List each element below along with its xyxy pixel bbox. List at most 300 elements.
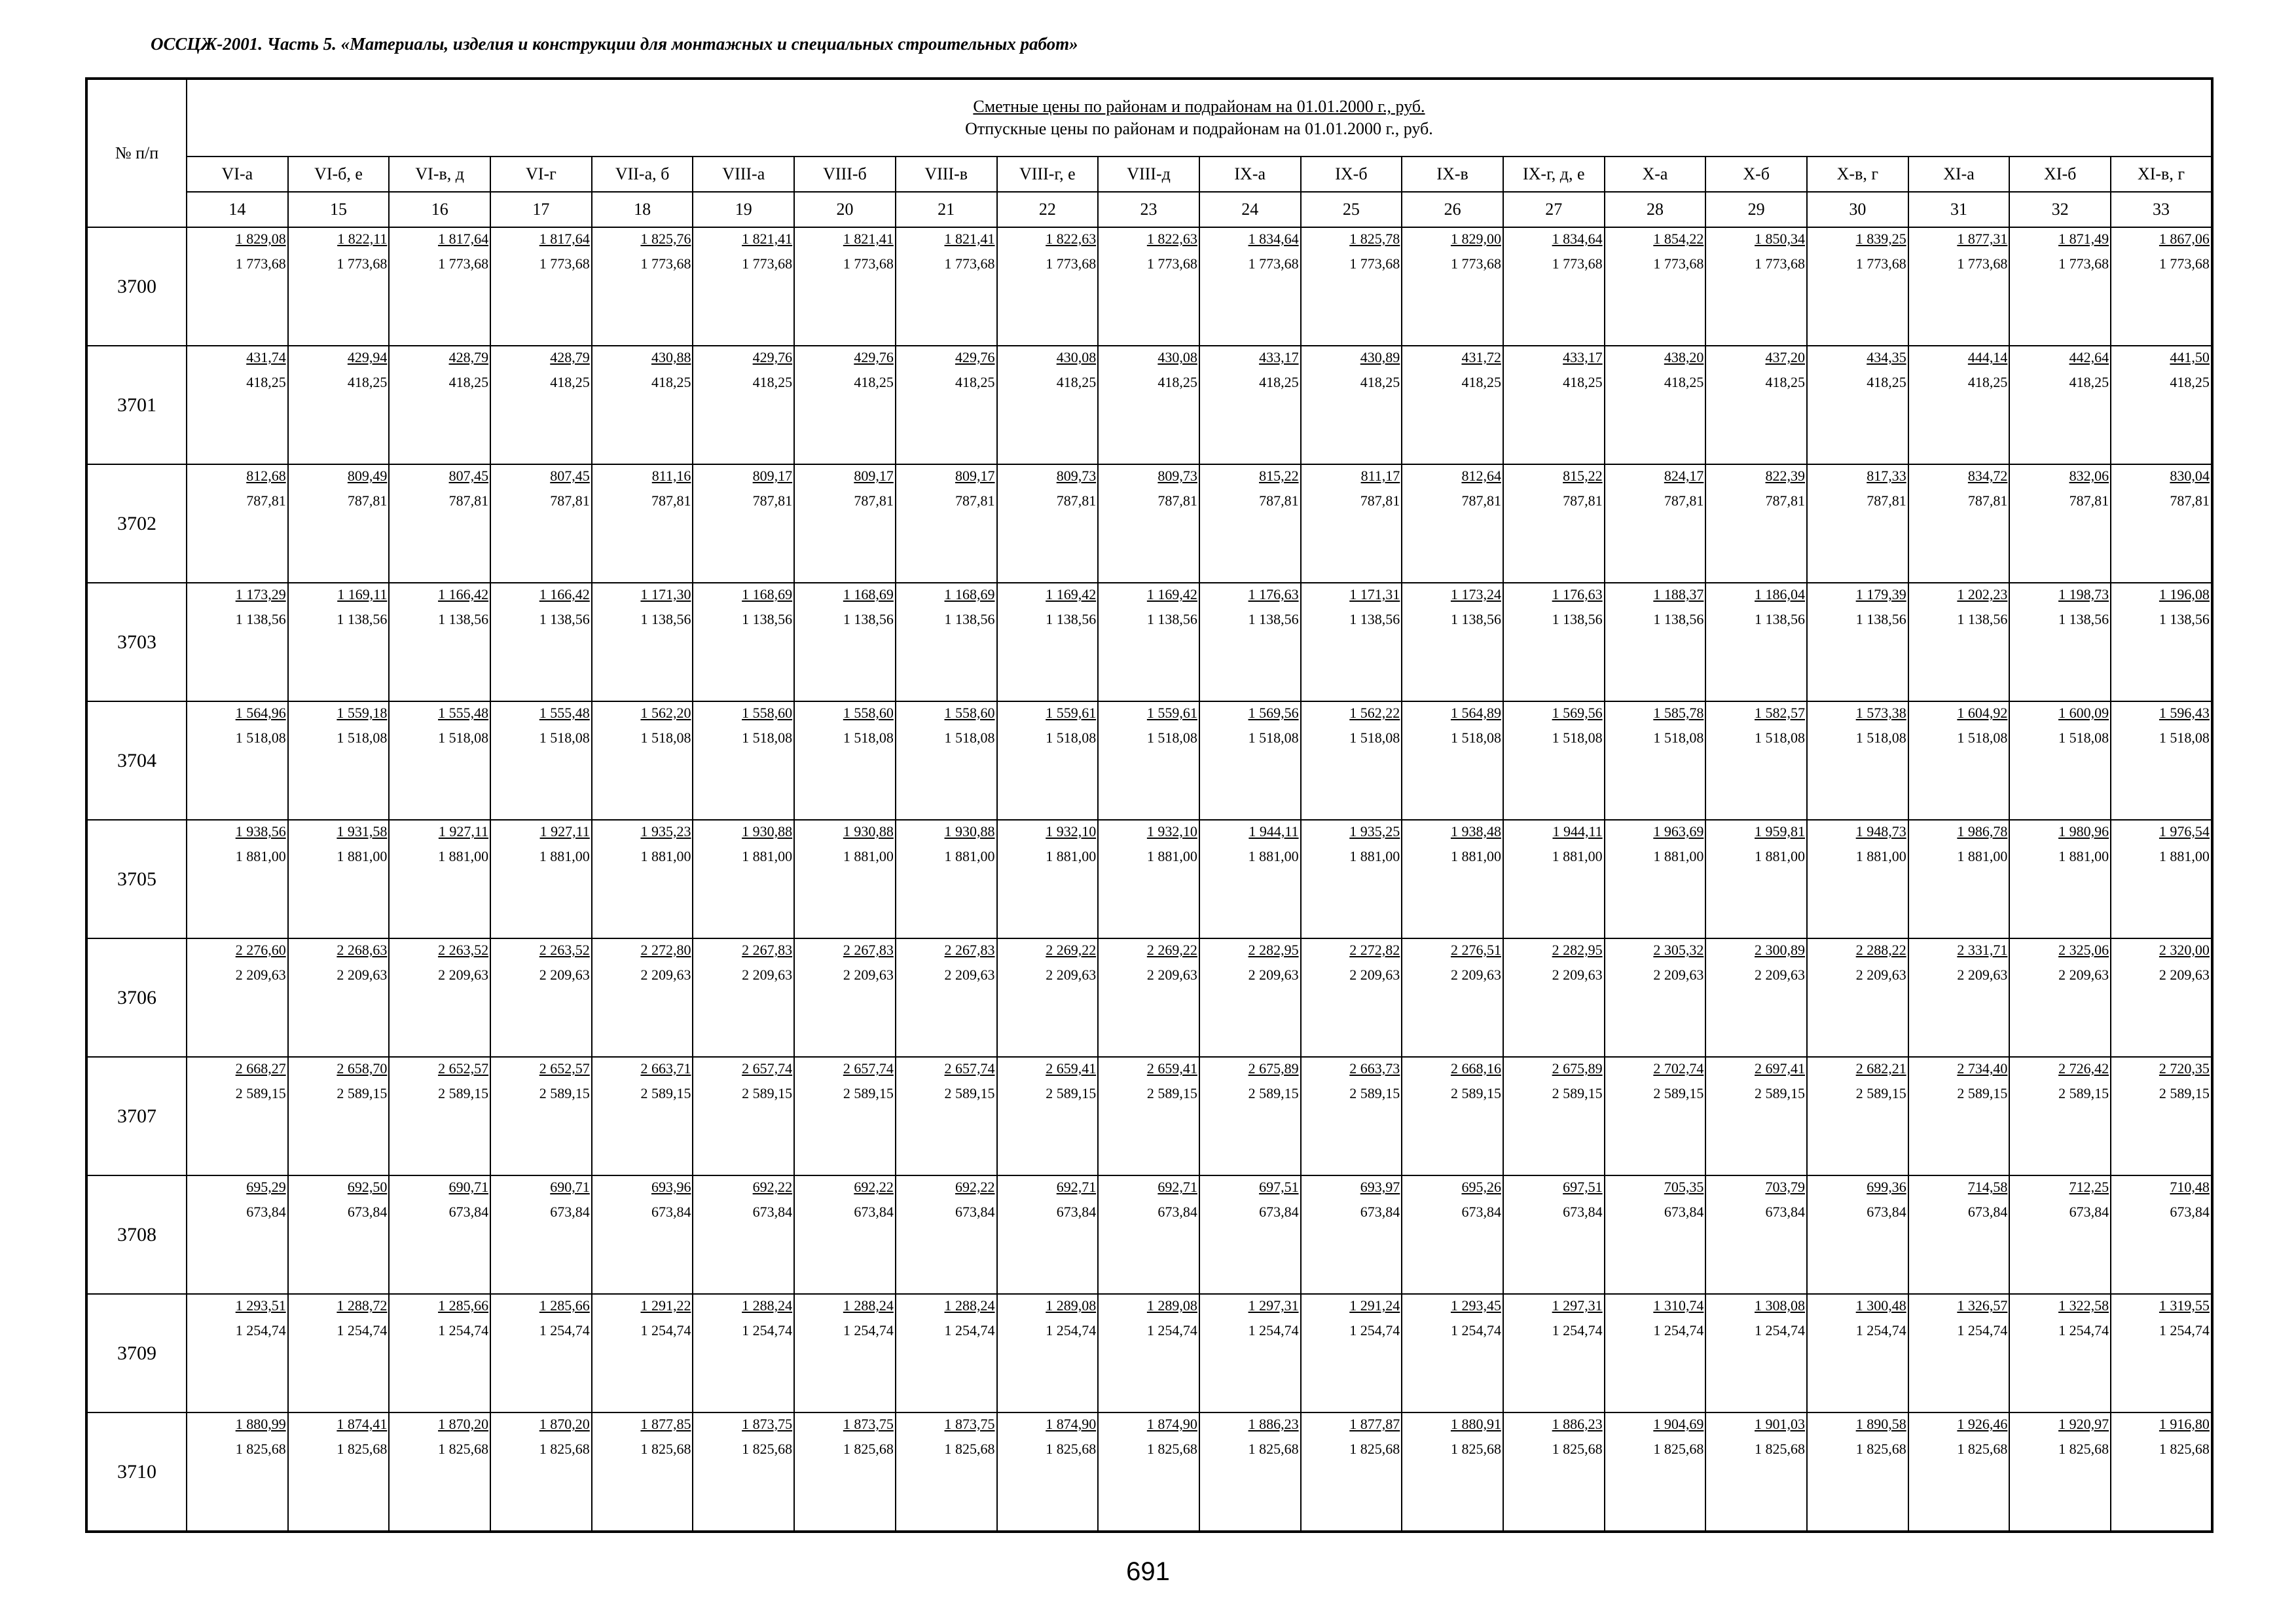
release-price: 1 825,68 <box>438 1441 489 1457</box>
price-cell <box>2009 583 2111 701</box>
region-header: IX-в <box>1402 157 1503 192</box>
price-table <box>85 77 2214 1533</box>
region-header: VII-а, б <box>592 157 693 192</box>
item-code: 3710 <box>86 1412 187 1532</box>
estimate-price: 1 980,96 <box>2058 823 2109 840</box>
estimate-price: 712,25 <box>2069 1179 2109 1195</box>
price-cell <box>2111 1057 2212 1175</box>
estimate-price: 1 874,41 <box>337 1416 388 1432</box>
price-cell <box>490 1175 592 1294</box>
price-cell <box>1503 820 1605 938</box>
estimate-price: 710,48 <box>2170 1179 2210 1195</box>
price-cell <box>490 1412 592 1532</box>
column-number: 20 <box>794 192 896 227</box>
release-price: 1 518,08 <box>1653 729 1704 746</box>
release-price: 1 138,56 <box>640 611 691 627</box>
estimate-price: 2 682,21 <box>1855 1060 1906 1077</box>
price-cell <box>1705 583 1807 701</box>
estimate-price: 2 272,82 <box>1349 942 1400 958</box>
estimate-price: 1 196,08 <box>2159 586 2210 602</box>
estimate-price: 1 932,10 <box>1146 823 1197 840</box>
estimate-price: 428,79 <box>448 349 489 365</box>
release-price: 1 881,00 <box>1755 848 1805 864</box>
price-cell <box>693 1175 794 1294</box>
release-price: 1 773,68 <box>1450 255 1501 272</box>
release-price: 787,81 <box>347 492 388 509</box>
price-cell <box>997 346 1099 464</box>
estimate-price: 1 297,31 <box>1248 1297 1299 1314</box>
price-cell <box>2111 1175 2212 1294</box>
item-code: 3704 <box>86 701 187 820</box>
estimate-price: 1 176,63 <box>1248 586 1299 602</box>
price-cell <box>1908 464 2010 583</box>
release-price: 2 589,15 <box>843 1085 894 1101</box>
release-price: 1 518,08 <box>1450 729 1501 746</box>
estimate-price: 1 558,60 <box>944 705 995 721</box>
estimate-price: 2 652,57 <box>539 1060 590 1077</box>
price-cell <box>794 346 896 464</box>
release-price: 673,84 <box>651 1204 691 1220</box>
price-cell <box>1705 1057 1807 1175</box>
estimate-price: 429,94 <box>347 349 388 365</box>
price-cell <box>288 820 390 938</box>
estimate-price: 697,51 <box>1259 1179 1299 1195</box>
release-price: 1 825,68 <box>1349 1441 1400 1457</box>
estimate-price: 2 657,74 <box>843 1060 894 1077</box>
price-cell <box>1199 1175 1301 1294</box>
price-cell <box>1503 938 1605 1057</box>
column-number: 30 <box>1807 192 1908 227</box>
price-cell <box>1908 1294 2010 1412</box>
price-cell <box>1199 1412 1301 1532</box>
release-price: 1 881,00 <box>1248 848 1299 864</box>
price-cell <box>1098 464 1199 583</box>
price-cell <box>592 1175 693 1294</box>
estimate-price: 1 564,89 <box>1450 705 1501 721</box>
release-price: 1 138,56 <box>742 611 793 627</box>
release-price: 1 881,00 <box>2159 848 2210 864</box>
price-cell <box>1402 1057 1503 1175</box>
price-cell <box>187 820 288 938</box>
column-number: 19 <box>693 192 794 227</box>
estimate-price: 2 276,51 <box>1450 942 1501 958</box>
release-price: 1 773,68 <box>1653 255 1704 272</box>
estimate-price: 1 176,63 <box>1552 586 1603 602</box>
release-price: 2 589,15 <box>2058 1085 2109 1101</box>
estimate-price: 1 293,45 <box>1450 1297 1501 1314</box>
release-price: 1 825,68 <box>944 1441 995 1457</box>
table-row <box>86 938 2212 1057</box>
release-price: 1 825,68 <box>843 1441 894 1457</box>
estimate-price: 2 657,74 <box>944 1060 995 1077</box>
price-cell <box>187 346 288 464</box>
estimate-price: 2 267,83 <box>843 942 894 958</box>
table-row <box>86 1057 2212 1175</box>
price-cell <box>1402 820 1503 938</box>
price-cell <box>794 1175 896 1294</box>
price-cell <box>1098 701 1199 820</box>
release-price: 787,81 <box>2170 492 2210 509</box>
region-header: VI-б, е <box>288 157 390 192</box>
estimate-price: 1 559,18 <box>337 705 388 721</box>
release-price: 1 138,56 <box>1349 611 1400 627</box>
release-price: 1 773,68 <box>640 255 691 272</box>
release-price: 1 518,08 <box>843 729 894 746</box>
estimate-price: 1 829,00 <box>1450 231 1501 247</box>
release-price: 673,84 <box>1157 1204 1197 1220</box>
column-number: 22 <box>997 192 1099 227</box>
release-price: 2 589,15 <box>1248 1085 1299 1101</box>
release-price: 418,25 <box>1360 374 1400 390</box>
release-price: 2 589,15 <box>438 1085 489 1101</box>
price-cell <box>490 938 592 1057</box>
estimate-price: 1 938,48 <box>1450 823 1501 840</box>
release-price: 2 209,63 <box>1248 967 1299 983</box>
estimate-price: 1 821,41 <box>843 231 894 247</box>
release-price: 2 589,15 <box>742 1085 793 1101</box>
price-cell <box>490 464 592 583</box>
release-price: 1 138,56 <box>1248 611 1299 627</box>
estimate-price: 1 871,49 <box>2058 231 2109 247</box>
price-cell <box>1199 1057 1301 1175</box>
release-price: 1 518,08 <box>1957 729 2008 746</box>
estimate-price: 2 267,83 <box>944 942 995 958</box>
release-price: 418,25 <box>752 374 793 390</box>
estimate-price: 697,51 <box>1563 1179 1603 1195</box>
estimate-price: 429,76 <box>854 349 894 365</box>
release-price: 2 209,63 <box>843 967 894 983</box>
price-cell <box>1098 1412 1199 1532</box>
release-price: 1 881,00 <box>843 848 894 864</box>
price-cell <box>2009 1057 2111 1175</box>
release-price: 1 881,00 <box>337 848 388 864</box>
table-caption <box>187 79 2212 157</box>
release-price: 673,84 <box>1259 1204 1299 1220</box>
estimate-price: 812,68 <box>246 468 286 484</box>
estimate-price: 1 877,85 <box>640 1416 691 1432</box>
price-cell <box>592 227 693 346</box>
price-cell <box>1098 227 1199 346</box>
release-price: 2 209,63 <box>2159 967 2210 983</box>
release-price: 2 209,63 <box>1046 967 1097 983</box>
price-cell <box>288 1175 390 1294</box>
estimate-price: 1 825,76 <box>640 231 691 247</box>
estimate-price: 695,26 <box>1461 1179 1501 1195</box>
estimate-price: 1 976,54 <box>2159 823 2210 840</box>
price-cell <box>592 938 693 1057</box>
release-price: 1 881,00 <box>742 848 793 864</box>
item-code: 3707 <box>86 1057 187 1175</box>
estimate-price: 699,36 <box>1867 1179 1906 1195</box>
release-price: 1 254,74 <box>438 1322 489 1338</box>
estimate-price: 2 652,57 <box>438 1060 489 1077</box>
estimate-price: 1 839,25 <box>1855 231 1906 247</box>
release-price: 1 773,68 <box>1349 255 1400 272</box>
estimate-price: 1 822,63 <box>1146 231 1197 247</box>
price-cell <box>896 1294 997 1412</box>
release-price: 1 825,68 <box>1552 1441 1603 1457</box>
release-price: 1 254,74 <box>742 1322 793 1338</box>
release-price: 1 518,08 <box>1552 729 1603 746</box>
estimate-price: 830,04 <box>2170 468 2210 484</box>
release-price: 1 138,56 <box>438 611 489 627</box>
price-cell <box>1503 1057 1605 1175</box>
price-cell <box>1605 1175 1706 1294</box>
release-price: 1 254,74 <box>337 1322 388 1338</box>
price-cell <box>1908 583 2010 701</box>
estimate-price: 1 202,23 <box>1957 586 2008 602</box>
region-header: XI-в, г <box>2111 157 2212 192</box>
estimate-price: 1 569,56 <box>1248 705 1299 721</box>
release-price: 2 209,63 <box>1349 967 1400 983</box>
item-code: 3705 <box>86 820 187 938</box>
price-cell <box>1301 1294 1402 1412</box>
price-cell <box>1402 1175 1503 1294</box>
price-cell <box>389 464 490 583</box>
release-price: 1 254,74 <box>944 1322 995 1338</box>
release-price: 1 881,00 <box>539 848 590 864</box>
estimate-price: 1 188,37 <box>1653 586 1704 602</box>
region-header: VIII-д <box>1098 157 1199 192</box>
price-cell <box>997 227 1099 346</box>
estimate-price: 1 880,99 <box>235 1416 286 1432</box>
release-price: 673,84 <box>2170 1204 2210 1220</box>
release-price: 1 881,00 <box>2058 848 2109 864</box>
release-price: 1 773,68 <box>843 255 894 272</box>
release-price: 1 138,56 <box>1146 611 1197 627</box>
price-cell <box>2111 1412 2212 1532</box>
release-price: 1 881,00 <box>1653 848 1704 864</box>
estimate-price: 1 562,22 <box>1349 705 1400 721</box>
price-cell <box>1503 583 1605 701</box>
release-price: 673,84 <box>1563 1204 1603 1220</box>
row-number-header: № п/п <box>86 79 187 227</box>
price-cell <box>1807 938 1908 1057</box>
table-row <box>86 464 2212 583</box>
release-price: 418,25 <box>854 374 894 390</box>
release-price: 1 518,08 <box>1046 729 1097 746</box>
release-price: 418,25 <box>2069 374 2109 390</box>
release-price: 1 881,00 <box>1855 848 1906 864</box>
table-row <box>86 1412 2212 1532</box>
price-cell <box>288 583 390 701</box>
release-price: 673,84 <box>1664 1204 1704 1220</box>
estimate-price: 809,17 <box>854 468 894 484</box>
price-cell <box>2009 938 2111 1057</box>
price-cell <box>288 464 390 583</box>
estimate-price: 1 559,61 <box>1146 705 1197 721</box>
estimate-price: 1 850,34 <box>1755 231 1805 247</box>
estimate-price: 1 870,20 <box>539 1416 590 1432</box>
price-cell <box>187 938 288 1057</box>
release-price: 1 518,08 <box>2058 729 2109 746</box>
price-cell <box>288 938 390 1057</box>
release-price: 2 209,63 <box>1855 967 1906 983</box>
price-cell <box>2111 346 2212 464</box>
item-code: 3700 <box>86 227 187 346</box>
release-price: 2 589,15 <box>640 1085 691 1101</box>
estimate-price: 2 263,52 <box>438 942 489 958</box>
price-cell <box>1199 1294 1301 1412</box>
document-header: ОССЦЖ-2001. Часть 5. «Материалы, изделия и конструкции для монтажных и специальных строительных работ» <box>151 34 1078 54</box>
estimate-price: 1 169,11 <box>337 586 388 602</box>
release-price: 1 254,74 <box>843 1322 894 1338</box>
estimate-price: 692,71 <box>1157 1179 1197 1195</box>
table-row <box>86 1175 2212 1294</box>
estimate-price: 1 880,91 <box>1450 1416 1501 1432</box>
estimate-price: 1 293,51 <box>235 1297 286 1314</box>
column-number: 15 <box>288 192 390 227</box>
price-cell <box>592 820 693 938</box>
release-price: 2 589,15 <box>337 1085 388 1101</box>
estimate-price: 809,73 <box>1157 468 1197 484</box>
estimate-price: 690,71 <box>448 1179 489 1195</box>
price-cell <box>1807 227 1908 346</box>
release-price: 1 518,08 <box>1755 729 1805 746</box>
estimate-price: 2 675,89 <box>1248 1060 1299 1077</box>
price-cell <box>1301 1057 1402 1175</box>
price-cell <box>1807 701 1908 820</box>
region-header: XI-б <box>2009 157 2111 192</box>
estimate-price: 1 322,58 <box>2058 1297 2109 1314</box>
estimate-price: 1 959,81 <box>1755 823 1805 840</box>
release-price: 418,25 <box>246 374 286 390</box>
estimate-price: 1 886,23 <box>1248 1416 1299 1432</box>
estimate-price: 695,29 <box>246 1179 286 1195</box>
price-cell <box>1807 1057 1908 1175</box>
estimate-price: 2 288,22 <box>1855 942 1906 958</box>
estimate-price: 1 569,56 <box>1552 705 1603 721</box>
price-cell <box>1807 464 1908 583</box>
estimate-price: 1 930,88 <box>742 823 793 840</box>
estimate-price: 1 948,73 <box>1855 823 1906 840</box>
release-price: 787,81 <box>1259 492 1299 509</box>
estimate-price: 1 986,78 <box>1957 823 2008 840</box>
estimate-price: 2 268,63 <box>337 942 388 958</box>
release-price: 2 589,15 <box>235 1085 286 1101</box>
price-cell <box>1402 938 1503 1057</box>
price-cell <box>1301 1175 1402 1294</box>
release-price: 1 254,74 <box>1653 1322 1704 1338</box>
price-cell <box>1301 938 1402 1057</box>
estimate-price: 1 168,69 <box>843 586 894 602</box>
estimate-price: 1 854,22 <box>1653 231 1704 247</box>
estimate-price: 2 720,35 <box>2159 1060 2210 1077</box>
estimate-price: 1 604,92 <box>1957 705 2008 721</box>
price-cell <box>896 820 997 938</box>
estimate-price: 1 822,63 <box>1046 231 1097 247</box>
region-header: VI-в, д <box>389 157 490 192</box>
estimate-price: 1 173,29 <box>235 586 286 602</box>
release-price: 1 138,56 <box>843 611 894 627</box>
estimate-price: 1 867,06 <box>2159 231 2210 247</box>
estimate-price: 1 289,08 <box>1046 1297 1097 1314</box>
price-cell <box>1605 1294 1706 1412</box>
price-cell <box>490 1057 592 1175</box>
release-price: 1 518,08 <box>235 729 286 746</box>
estimate-price: 2 282,95 <box>1248 942 1299 958</box>
estimate-price: 1 562,20 <box>640 705 691 721</box>
price-cell <box>794 1412 896 1532</box>
item-code: 3709 <box>86 1294 187 1412</box>
release-price: 418,25 <box>1056 374 1097 390</box>
price-cell <box>1807 1412 1908 1532</box>
release-price: 1 773,68 <box>1957 255 2008 272</box>
release-price: 2 209,63 <box>438 967 489 983</box>
price-cell <box>1301 464 1402 583</box>
price-cell <box>1199 346 1301 464</box>
release-price: 1 773,68 <box>1855 255 1906 272</box>
estimate-price: 1 963,69 <box>1653 823 1704 840</box>
column-number: 29 <box>1705 192 1807 227</box>
estimate-price: 1 938,56 <box>235 823 286 840</box>
release-price: 1 138,56 <box>1755 611 1805 627</box>
release-price: 673,84 <box>550 1204 590 1220</box>
release-price: 1 518,08 <box>742 729 793 746</box>
release-price: 1 254,74 <box>539 1322 590 1338</box>
estimate-price: 1 555,48 <box>539 705 590 721</box>
release-price: 673,84 <box>854 1204 894 1220</box>
release-price: 418,25 <box>1259 374 1299 390</box>
release-price: 2 589,15 <box>1552 1085 1603 1101</box>
price-cell <box>2009 1412 2111 1532</box>
region-header: VIII-б <box>794 157 896 192</box>
region-header-row <box>86 157 2212 192</box>
release-price: 2 209,63 <box>337 967 388 983</box>
release-price: 1 773,68 <box>1552 255 1603 272</box>
estimate-price: 2 272,80 <box>640 942 691 958</box>
price-cell <box>1402 583 1503 701</box>
price-cell <box>288 346 390 464</box>
price-cell <box>389 938 490 1057</box>
release-price: 1 825,68 <box>1855 1441 1906 1457</box>
price-cell <box>2009 1175 2111 1294</box>
release-price: 1 881,00 <box>438 848 489 864</box>
release-price: 787,81 <box>1563 492 1603 509</box>
price-cell <box>490 701 592 820</box>
price-cell <box>997 701 1099 820</box>
price-cell <box>389 1057 490 1175</box>
region-header: X-а <box>1605 157 1706 192</box>
price-cell <box>490 346 592 464</box>
estimate-price: 1 198,73 <box>2058 586 2109 602</box>
estimate-price: 2 331,71 <box>1957 942 2008 958</box>
estimate-price: 1 930,88 <box>944 823 995 840</box>
estimate-price: 1 166,42 <box>539 586 590 602</box>
region-header: XI-а <box>1908 157 2010 192</box>
estimate-price: 2 263,52 <box>539 942 590 958</box>
estimate-price: 817,33 <box>1867 468 1906 484</box>
price-cell <box>288 1057 390 1175</box>
release-price: 1 518,08 <box>1855 729 1906 746</box>
estimate-price: 1 288,24 <box>843 1297 894 1314</box>
estimate-price: 1 935,25 <box>1349 823 1400 840</box>
price-cell <box>187 701 288 820</box>
price-cell <box>794 820 896 938</box>
price-cell <box>1098 346 1199 464</box>
column-number: 31 <box>1908 192 2010 227</box>
price-cell <box>389 227 490 346</box>
price-cell <box>1908 701 2010 820</box>
estimate-price: 1 169,42 <box>1046 586 1097 602</box>
estimate-price: 1 877,87 <box>1349 1416 1400 1432</box>
estimate-price: 2 269,22 <box>1046 942 1097 958</box>
region-header: VI-а <box>187 157 288 192</box>
price-cell <box>187 1294 288 1412</box>
release-price: 418,25 <box>955 374 995 390</box>
price-cell <box>1098 583 1199 701</box>
table-row <box>86 227 2212 346</box>
